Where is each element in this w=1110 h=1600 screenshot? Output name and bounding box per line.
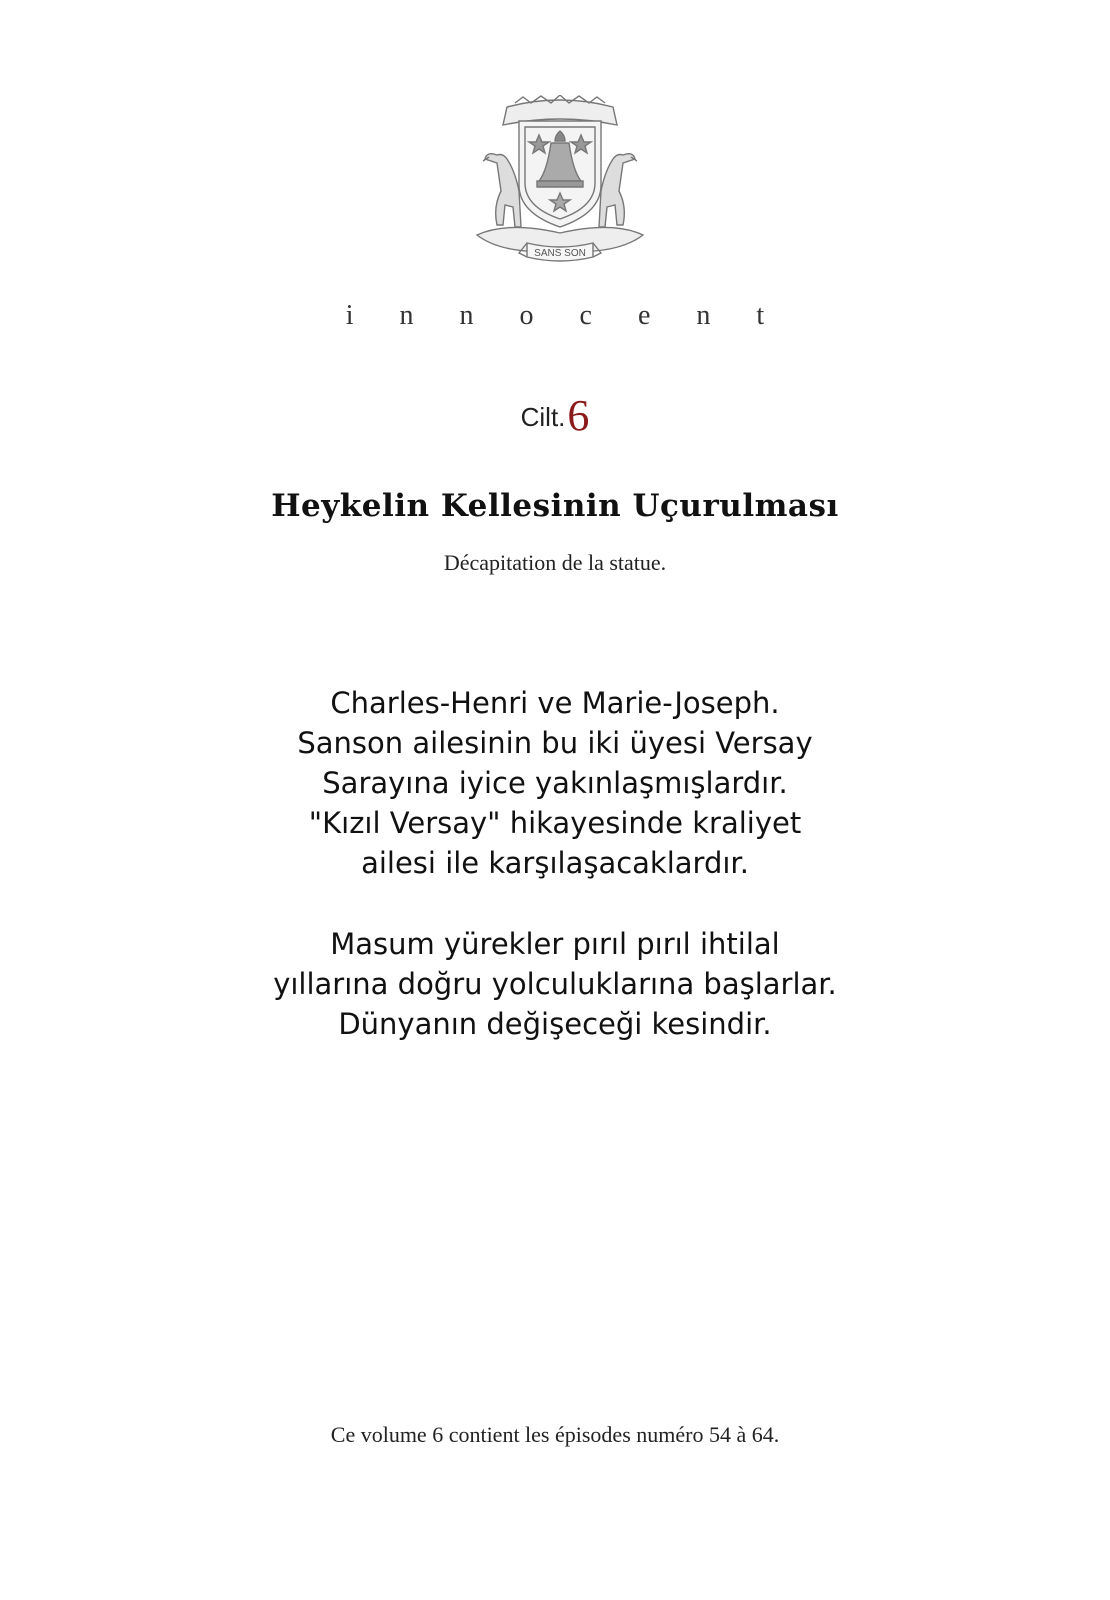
blurb-paragraph-1 (0, 683, 1110, 883)
blurb-line: "Kızıl Versay" hikayesinde kraliyet (308, 806, 802, 840)
blurb-paragraph-2 (0, 924, 1110, 1044)
svg-text:SANS SON: SANS SON (534, 248, 586, 259)
blurb-line: Charles-Henri ve Marie-Joseph. (330, 686, 780, 720)
volume-label: Cilt. (520, 402, 566, 432)
blurb-line: Sarayına iyice yakınlaşmışlardır. (322, 766, 788, 800)
chapter-title: Heykelin Kellesinin Uçurulması (271, 488, 839, 524)
volume-heading (0, 390, 1110, 441)
blurb-line: ailesi ile karşılaşacaklardır. (361, 846, 749, 880)
blurb-line: Dünyanın değişeceği kesindir. (338, 1007, 772, 1041)
blurb-line: Masum yürekler pırıl pırıl ihtilal (330, 927, 780, 961)
chapter-subtitle: Décapitation de la statue. (443, 550, 667, 575)
footer-note: Ce volume 6 contient les épisodes numéro 54 à 64. (330, 1422, 780, 1447)
blurb-line: yıllarına doğru yolculuklarına başlarlar. (273, 967, 837, 1001)
volume-number: 6 (567, 391, 590, 440)
coat-of-arms-icon (467, 95, 653, 275)
blurb-line: Sanson ailesinin bu iki üyesi Versay (297, 726, 813, 760)
series-title: innocent (345, 300, 811, 331)
